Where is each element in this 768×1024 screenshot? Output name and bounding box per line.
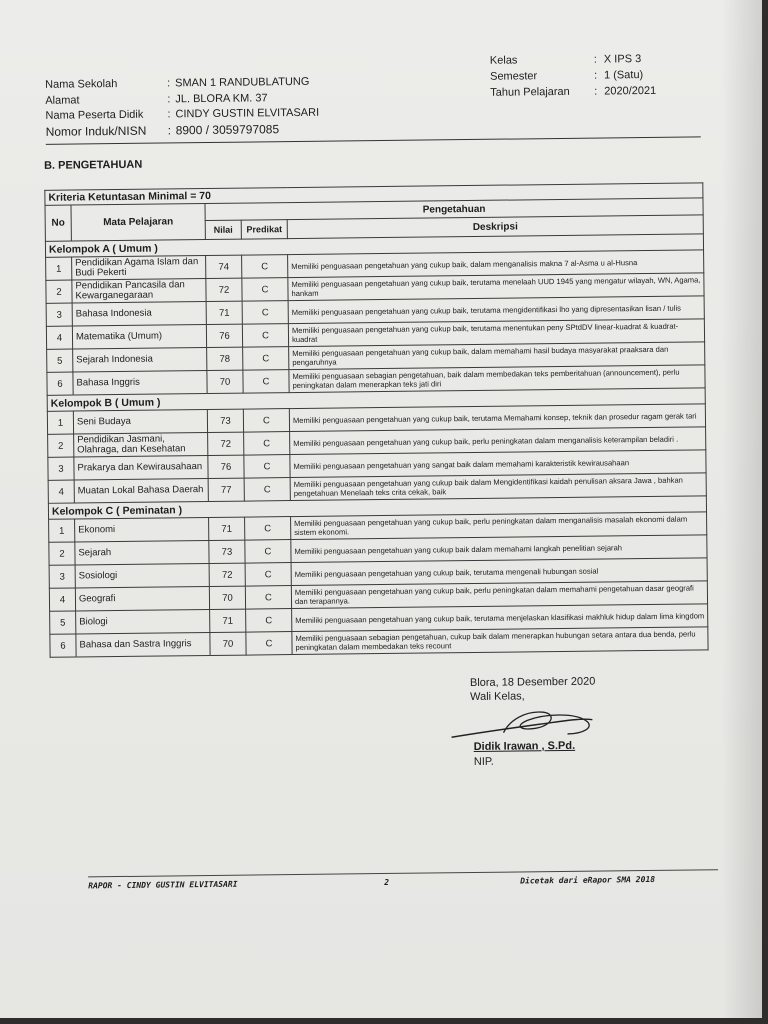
cell-no: 4: [49, 588, 75, 611]
cell-description: Memiliki penguasaan pengetahuan yang cukup baik dalam Mengidentifikasi kaidah penulisan aksara Jawa , bahkan pengetahuan Menelaah teks crita cekak, baik: [290, 473, 706, 501]
cell-score: 70: [209, 586, 245, 609]
cell-score: 76: [208, 455, 244, 478]
cell-predicate: C: [245, 540, 291, 564]
col-header-deskripsi: Deskripsi: [287, 215, 703, 239]
header-label: Nomor Induk/NISN: [45, 123, 147, 139]
col-header-pengetahuan: Pengetahuan: [205, 198, 703, 221]
cell-no: 3: [48, 457, 74, 480]
col-header-no: No: [45, 205, 71, 241]
cell-no: 2: [46, 280, 72, 303]
cell-predicate: C: [242, 301, 288, 325]
cell-subject: Sosiologi: [75, 563, 209, 588]
header-school: Nama Sekolah : SMAN 1 RANDUBLATUNG: [45, 75, 310, 91]
cell-predicate: C: [246, 609, 292, 633]
cell-predicate: C: [245, 586, 291, 610]
header-label: Alamat: [45, 94, 80, 107]
section-title: B. PENGETAHUAN: [43, 158, 143, 172]
cell-no: 6: [47, 372, 73, 395]
cell-predicate: C: [244, 432, 290, 456]
cell-predicate: C: [245, 563, 291, 587]
header-label: Kelas: [489, 54, 518, 67]
cell-description: Memiliki penguasaan pengetahuan yang cukup baik, terutama mengidentifikasi lho yang dipresentasikan lisan / tulis: [288, 296, 704, 324]
cell-predicate: C: [243, 409, 289, 433]
cell-subject: Ekonomi: [75, 517, 209, 542]
header-student-name: Nama Peserta Didik : CINDY GUSTIN ELVITASARI: [45, 106, 320, 122]
cell-no: 2: [49, 542, 75, 565]
signature-role: Wali Kelas,: [470, 690, 525, 704]
header-address: Alamat : JL. BLORA KM. 37: [45, 92, 268, 107]
header-value: CINDY GUSTIN ELVITASARI: [175, 106, 320, 121]
kkm-text: Kriteria Ketuntasan Minimal = 70: [45, 183, 703, 205]
cell-description: Memiliki penguasaan pengetahuan yang cukup baik, dalam memahami hasil budaya masyarakat praaksara dan pengaruhnya: [289, 342, 705, 370]
signature-scribble: [447, 702, 597, 746]
col-header-mapel: Mata Pelajaran: [71, 204, 205, 242]
cell-score: 72: [209, 563, 245, 586]
header-nisn: Nomor Induk/NISN : 8900 / 3059797085: [45, 122, 280, 139]
col-header-nilai: Nilai: [205, 220, 241, 239]
cell-no: 4: [48, 480, 74, 503]
cell-predicate: C: [243, 370, 289, 394]
cell-no: 6: [50, 634, 76, 657]
cell-no: 1: [46, 257, 72, 280]
cell-no: 1: [47, 411, 73, 434]
cell-predicate: C: [246, 632, 292, 656]
cell-predicate: C: [243, 347, 289, 371]
cell-subject: Sejarah Indonesia: [73, 348, 207, 373]
cell-no: 5: [50, 611, 76, 634]
cell-description: Memiliki penguasaan pengetahuan yang cukup baik, terutama mengenali hubungan sosial: [291, 558, 707, 586]
cell-subject: Bahasa Inggris: [73, 371, 207, 396]
cell-subject: Biologi: [76, 609, 210, 634]
header-label: Nama Sekolah: [45, 77, 118, 91]
header-label: Semester: [490, 70, 538, 83]
cell-score: 74: [206, 255, 242, 278]
cell-predicate: C: [242, 324, 288, 348]
header-value: 8900 / 3059797085: [175, 122, 280, 138]
footer-page-number: 2: [384, 877, 390, 888]
cell-description: Memiliki penguasaan sebagian pengetahuan, cukup baik dalam menerapkan hubungan setara antara dua benda, perlu peningkatan dalam membedakan teks recount: [292, 627, 708, 655]
cell-subject: Prakarya dan Kewirausahaan: [74, 455, 208, 480]
cell-description: Memiliki penguasaan pengetahuan yang cukup baik dalam memahami langkah penelitian sejarah: [291, 535, 707, 563]
header-value: SMAN 1 RANDUBLATUNG: [175, 75, 310, 90]
cell-score: 77: [208, 478, 244, 501]
cell-score: 72: [208, 432, 244, 455]
cell-subject: Muatan Lokal Bahasa Daerah: [74, 478, 208, 503]
cell-score: 71: [206, 301, 242, 324]
signature-name: Didik Irawan , S.Pd.: [473, 739, 576, 753]
cell-description: Memiliki penguasaan pengetahuan yang sangat baik dalam memahami karakteristik kewirausahaan: [290, 450, 706, 478]
cell-score: 76: [206, 324, 242, 347]
cell-score: 71: [210, 609, 246, 632]
cell-subject: Pendidikan Pancasila dan Kewarganegaraan: [72, 279, 206, 304]
cell-no: 1: [49, 519, 75, 542]
footer-right: Dicetak dari eRapor SMA 2018: [520, 874, 656, 886]
header-value: JL. BLORA KM. 37: [175, 92, 268, 106]
cell-score: 70: [210, 632, 246, 655]
cell-description: Memiliki penguasaan pengetahuan yang cukup baik, perlu peningkatan dalam memahami pengetahuan dasar geografi dan terapannya.: [291, 581, 707, 609]
header-value: X IPS 3: [603, 53, 642, 66]
header-value: 1 (Satu): [603, 69, 644, 82]
cell-subject: Bahasa dan Sastra Inggris: [76, 632, 210, 657]
signature-place-date: Blora, 18 Desember 2020: [469, 675, 596, 690]
header-label: Nama Peserta Didik: [45, 108, 144, 122]
cell-description: Memiliki penguasaan pengetahuan yang cukup baik, perlu peningkatan dalam menganalisis keterampilan beladiri .: [290, 427, 706, 455]
cell-predicate: C: [242, 278, 288, 302]
signature-nip: NIP.: [473, 755, 494, 768]
cell-description: Memiliki penguasaan pengetahuan yang cukup baik, terutama menentukan peny SPtdDV linear-kuadrat & kuadrat-kuadrat: [288, 319, 704, 347]
cell-score: 73: [209, 540, 245, 563]
cell-description: Memiliki penguasaan sebagian pengetahuan, baik dalam membedakan teks pemberitahuan (announcement), perlu peningkatan dalam menerapkan teks jati diri: [289, 365, 705, 393]
cell-subject: Sejarah: [75, 540, 209, 565]
grades-table: [44, 182, 708, 657]
group-title: Kelompok C ( Peminatan ): [48, 496, 706, 519]
cell-description: Memiliki penguasaan pengetahuan yang cukup baik, dalam menganalisis makna 7 al-Asma u al-Husna: [288, 250, 704, 278]
header-value: 2020/2021: [604, 84, 657, 98]
group-title: Kelompok A ( Umum ): [45, 234, 703, 257]
cell-description: Memiliki penguasaan pengetahuan yang cukup baik, perlu peningkatan dalam menganalisis masalah ekonomi dalam sistem ekonomi.: [291, 512, 707, 540]
header-class: Kelas : X IPS 3: [489, 53, 642, 67]
cell-score: 73: [207, 409, 243, 432]
cell-no: 3: [49, 565, 75, 588]
header-label: Tahun Pelajaran: [490, 85, 570, 99]
cell-predicate: C: [244, 478, 290, 502]
col-header-predikat: Predikat: [241, 220, 287, 240]
group-title: Kelompok B ( Umum ): [47, 388, 705, 411]
cell-no: 3: [46, 303, 72, 326]
cell-description: Memiliki penguasaan pengetahuan yang cukup baik, terutama menelaah UUD 1945 yang mengatur wilayah, WN, Agama, hankam: [288, 273, 704, 301]
cell-score: 78: [207, 347, 243, 370]
cell-no: 4: [46, 326, 72, 349]
cell-predicate: C: [245, 517, 291, 541]
cell-no: 2: [48, 434, 74, 457]
cell-predicate: C: [244, 455, 290, 479]
cell-subject: Bahasa Indonesia: [72, 302, 206, 327]
cell-score: 70: [207, 370, 243, 393]
cell-description: Memiliki penguasaan pengetahuan yang cukup baik, terutama Memahami konsep, teknik dan prosedur ragam gerak tari: [289, 404, 705, 432]
cell-subject: Pendidikan Jasmani, Olahraga, dan Kesehatan: [74, 432, 208, 457]
cell-description: Memiliki penguasaan pengetahuan yang cukup baik, terutama menjelaskan klasifikasi makhluk hidup dalam lima kingdom: [292, 604, 708, 632]
cell-subject: Matematika (Umum): [72, 325, 206, 350]
cell-subject: Seni Budaya: [73, 409, 207, 434]
cell-subject: Geografi: [75, 586, 209, 611]
cell-subject: Pendidikan Agama Islam dan Budi Pekerti: [72, 256, 206, 281]
header-semester: Semester : 1 (Satu): [490, 69, 644, 83]
cell-score: 72: [206, 278, 242, 301]
header-year: Tahun Pelajaran : 2020/2021: [490, 84, 657, 99]
cell-predicate: C: [242, 255, 288, 279]
footer-left: RAPOR - CINDY GUSTIN ELVITASARI: [88, 879, 238, 891]
cell-no: 5: [47, 349, 73, 372]
cell-score: 71: [209, 517, 245, 540]
